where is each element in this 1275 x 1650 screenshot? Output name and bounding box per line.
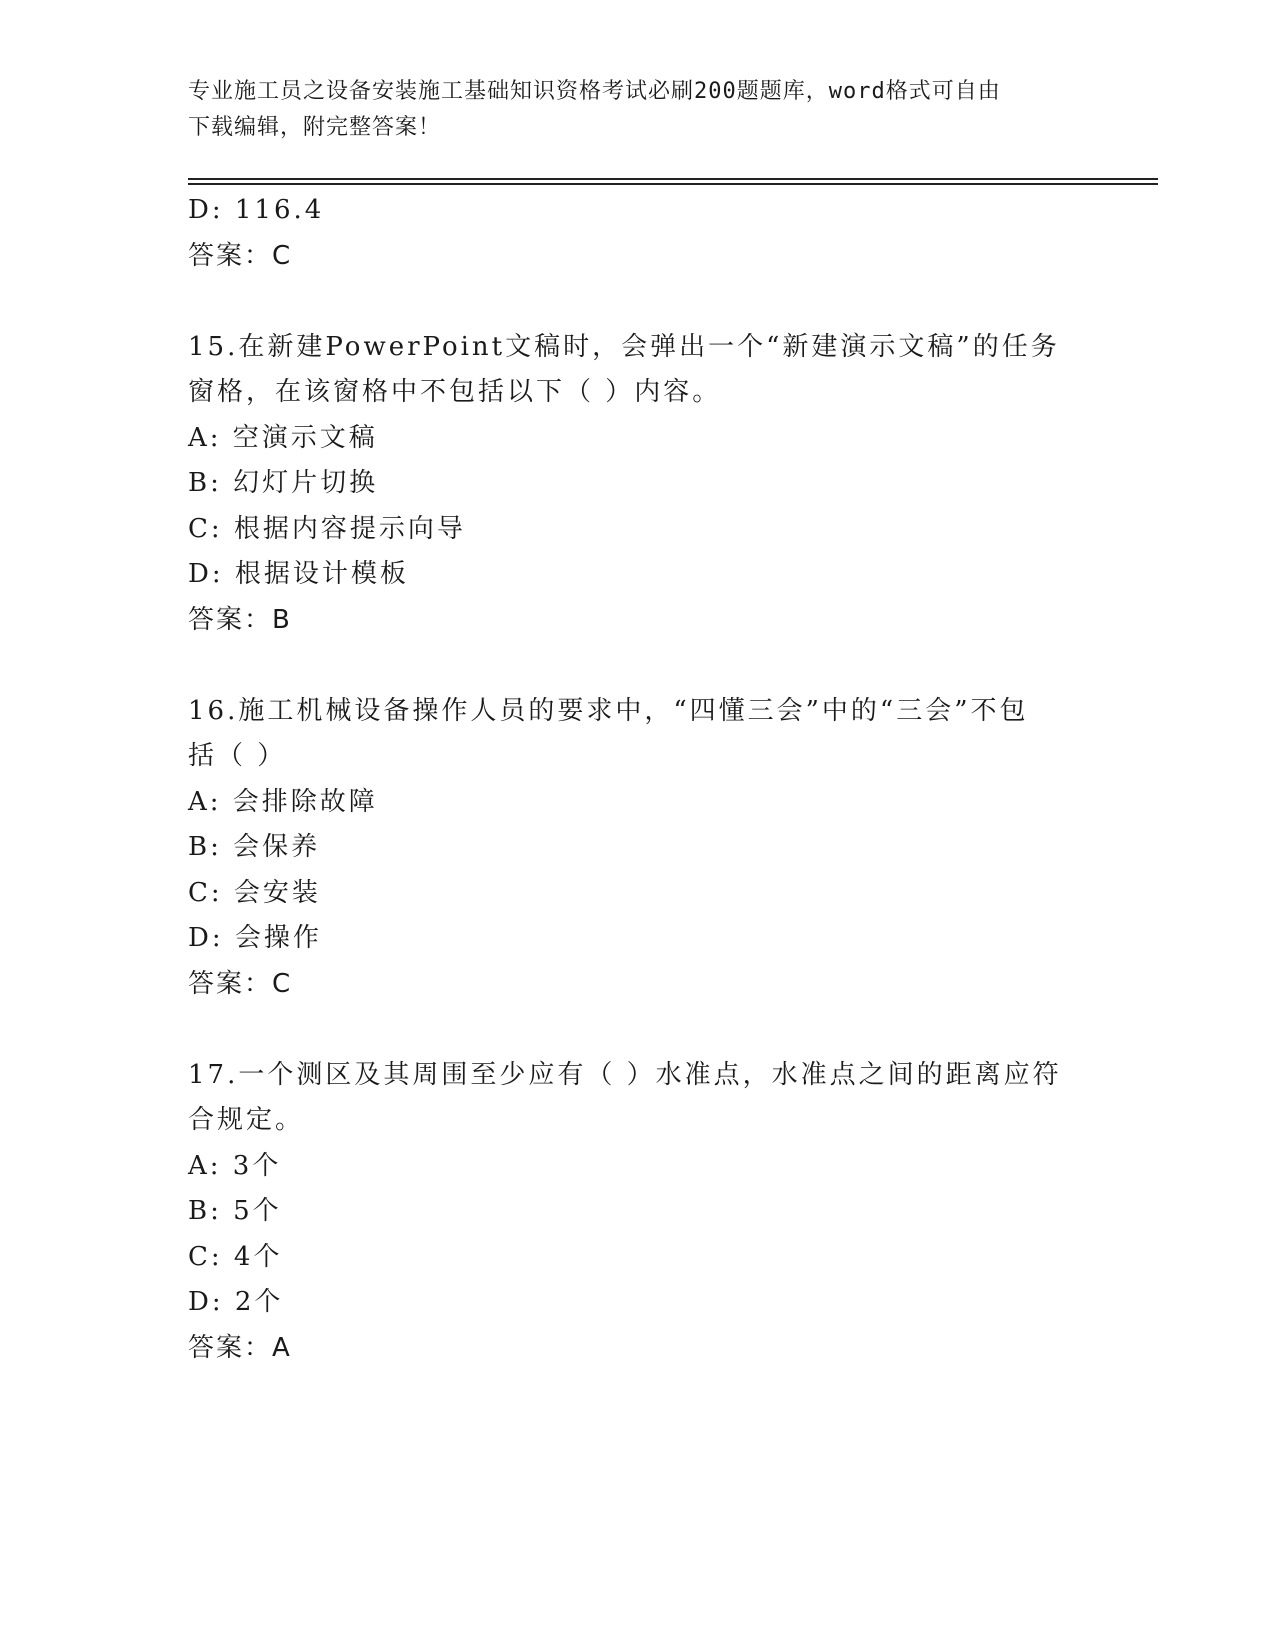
option-d: D: 会操作 — [188, 923, 322, 953]
option-b: B: 幻灯片切换 — [188, 468, 379, 498]
question-content — [188, 188, 1088, 1371]
question-17 — [188, 1053, 1088, 1372]
answer: 答案：B — [188, 604, 292, 635]
header-divider-bottom — [188, 183, 1158, 185]
question-stem-line: 17.一个测区及其周围至少应有（ ）水准点，水准点之间的距离应符 — [188, 1059, 1062, 1090]
option-d: D: 2个 — [188, 1287, 284, 1317]
question-stem-line: 15.在新建PowerPoint文稿时，会弹出一个“新建演示文稿”的任务 — [188, 331, 1060, 362]
option-a: A: 3个 — [188, 1150, 282, 1181]
header-line-1: 专业施工员之设备安装施工基础知识资格考试必刷200题题库，word格式可自由 — [188, 79, 1001, 104]
option-a: A: 空演示文稿 — [188, 422, 378, 453]
header-line-2: 下载编辑，附完整答案！ — [188, 115, 442, 140]
question-stem-line: 括（ ） — [188, 741, 287, 771]
spacer — [188, 1007, 1088, 1053]
spacer — [188, 279, 1088, 325]
option-c: C: 会安装 — [188, 877, 321, 908]
answer: 答案：C — [188, 968, 293, 999]
question-stem-line: 合规定。 — [188, 1105, 305, 1135]
document-header — [188, 74, 1068, 146]
option-c: C: 4个 — [188, 1241, 283, 1272]
prev-answer: 答案：C — [188, 240, 293, 271]
option-b: B: 会保养 — [188, 832, 321, 862]
question-stem-line: 窗格，在该窗格中不包括以下（ ）内容。 — [188, 377, 722, 407]
question-16 — [188, 689, 1088, 1008]
option-a: A: 会排除故障 — [188, 786, 378, 817]
option-b: B: 5个 — [188, 1196, 282, 1226]
answer: 答案：A — [188, 1332, 292, 1363]
header-divider-top — [188, 178, 1158, 180]
spacer — [188, 643, 1088, 689]
question-15 — [188, 325, 1088, 644]
prev-option-d: D: 116.4 — [188, 195, 325, 225]
question-stem-line: 16.施工机械设备操作人员的要求中，“四懂三会”中的“三会”不包 — [188, 695, 1029, 726]
option-d: D: 根据设计模板 — [188, 559, 409, 589]
option-c: C: 根据内容提示向导 — [188, 513, 466, 544]
